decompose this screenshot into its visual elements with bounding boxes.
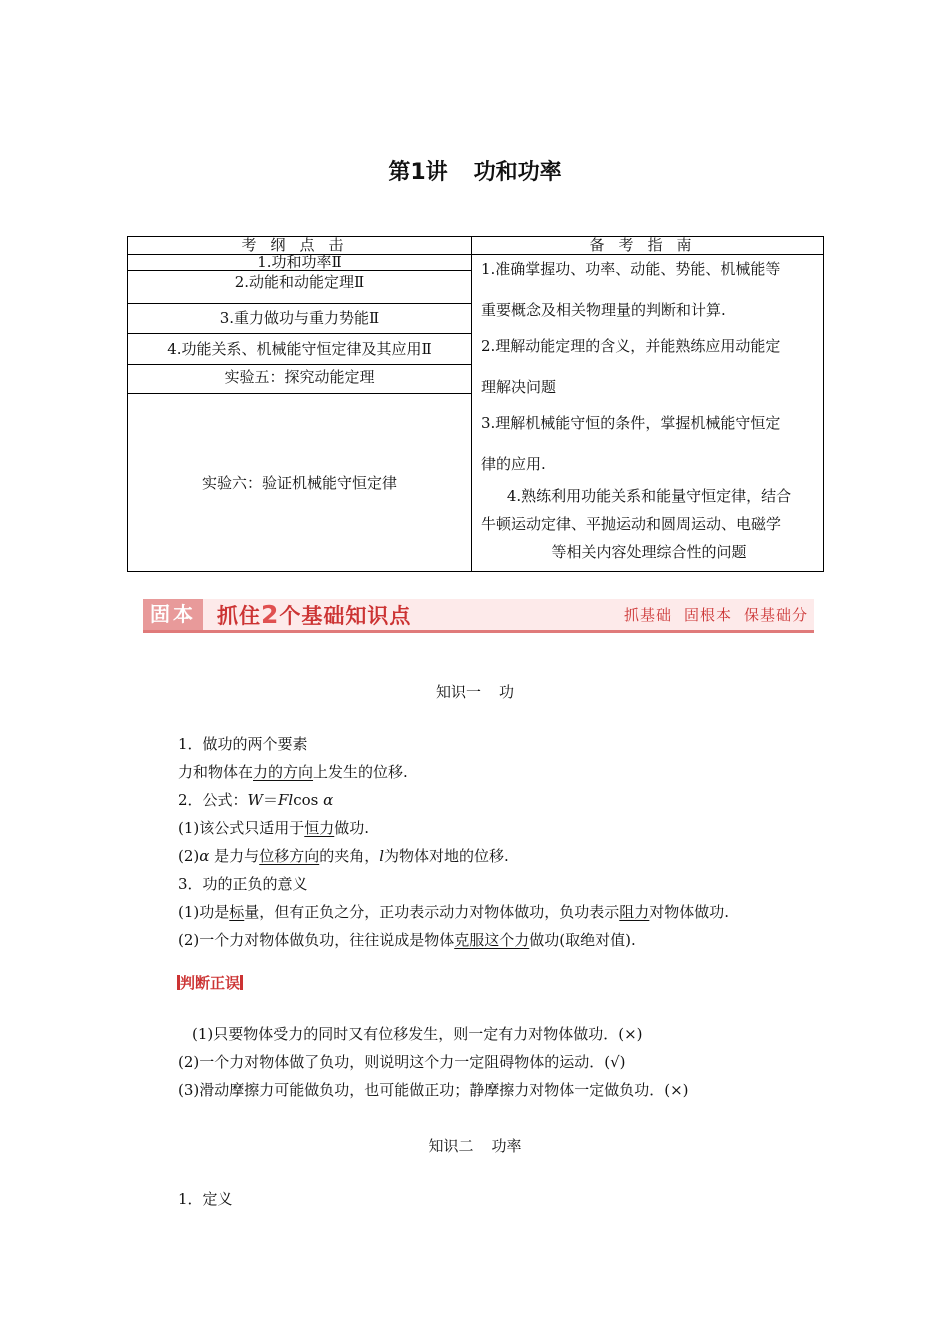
guide-line: 2.理解动能定理的含义，并能熟练应用动能定 — [481, 337, 781, 355]
formula-var: α — [323, 791, 334, 809]
k1-meaning-2 — [178, 930, 636, 950]
text: 为物体对地的位移. — [384, 847, 509, 865]
syllabus-point: 2.动能和动能定理Ⅱ — [128, 271, 471, 304]
judge-label — [177, 973, 243, 993]
underlined-term: 阻力 — [619, 903, 650, 921]
knowledge1-name: 功 — [499, 683, 515, 701]
guide-line: 理解决问题 — [481, 378, 557, 396]
syllabus-point: 4.功能关系、机械能守恒定律及其应用Ⅱ — [128, 334, 471, 365]
text: (2) — [178, 847, 200, 865]
k1-note-2 — [178, 846, 509, 866]
knowledge2-name: 功率 — [491, 1137, 522, 1155]
formula-var: l — [379, 847, 385, 865]
syllabus-point: 实验五：探究动能定理 — [128, 365, 471, 394]
banner-slogan — [624, 599, 808, 630]
k1-formula — [178, 790, 333, 810]
banner-post: 个基础知识点 — [279, 604, 412, 628]
guide-line: 等相关内容处理综合性的问题 — [551, 543, 747, 561]
judge-item: (2)一个力对物体做了负功，则说明这个力一定阻碍物体的运动．(√) — [178, 1053, 626, 1071]
underlined-term: 恒力 — [304, 819, 335, 837]
text: 的夹角， — [319, 847, 380, 865]
text: 力和物体在 — [178, 763, 254, 781]
text: 上发生的位移. — [313, 763, 408, 781]
guide-line: 牛顿运动定律、平抛运动和圆周运动、电磁学 — [481, 515, 782, 533]
text: 量，但有正负之分，正功表示动力对物体做功，负功表示 — [244, 903, 620, 921]
underlined-term: 力的方向 — [253, 763, 314, 781]
judge-label-text: 判断正误 — [180, 974, 241, 992]
text: cos — [293, 791, 319, 809]
slogan-item: 保基础分 — [743, 606, 808, 624]
judge-item: (1)只要物体受力的同时又有位移发生，则一定有力对物体做功．(×) — [192, 1025, 643, 1043]
text: (1)该公式只适用于 — [178, 819, 305, 837]
syllabus-guide-column — [472, 237, 823, 571]
text: ＝ — [262, 791, 278, 809]
text: (2)一个力对物体做负功，往往说成是物体 — [178, 931, 455, 949]
lecture-topic: 功和功率 — [473, 160, 562, 185]
syllabus-right-header: 备考指南 — [472, 237, 823, 255]
knowledge1-title — [0, 681, 950, 702]
k1-note-1 — [178, 818, 369, 838]
banner-tag: 固本 — [143, 599, 203, 630]
banner-heading — [217, 599, 411, 630]
underlined-term: 标 — [229, 903, 245, 921]
syllabus-point: 3.重力做功与重力势能Ⅱ — [128, 304, 471, 334]
syllabus-point: 1.功和功率Ⅱ — [128, 255, 471, 271]
judge-item: (3)滑动摩擦力可能做负功，也可能做正功；静摩擦力对物体一定做负功．(×) — [178, 1081, 689, 1099]
banner-underline — [143, 630, 814, 633]
formula-var: α — [199, 847, 210, 865]
text: 2．公式： — [178, 791, 248, 809]
k1-paragraph-1 — [178, 762, 408, 782]
page-title — [0, 155, 950, 186]
guide-line: 重要概念及相关物理量的判断和计算. — [481, 301, 726, 319]
judge-bar-right — [240, 975, 243, 990]
text: 是力与 — [214, 847, 260, 865]
guide-line: 1.准确掌握功、功率、动能、势能、机械能等 — [481, 260, 781, 278]
slogan-item: 抓基础 — [623, 606, 672, 624]
guide-line: 律的应用. — [481, 455, 546, 473]
text: (1)功是 — [178, 903, 230, 921]
knowledge1-label: 知识一 — [435, 683, 481, 701]
guide-line: 3.理解机械能守恒的条件，掌握机械能守恒定 — [481, 414, 781, 432]
syllabus-points-column — [128, 237, 472, 571]
text: 做功(取绝对值). — [529, 931, 636, 949]
knowledge2-label: 知识二 — [428, 1137, 474, 1155]
syllabus-table — [127, 236, 824, 572]
syllabus-point: 实验六：验证机械能守恒定律 — [201, 474, 397, 492]
slogan-item: 固根本 — [683, 606, 732, 624]
k1-heading-1: 1．做功的两个要素 — [178, 735, 308, 753]
syllabus-left-header: 考纲点击 — [128, 237, 471, 255]
banner-number: 2 — [261, 600, 280, 629]
underlined-term: 位移方向 — [259, 847, 320, 865]
formula-var: Fl — [277, 791, 294, 809]
text: 对物体做功. — [649, 903, 730, 921]
knowledge2-title — [0, 1135, 950, 1156]
k1-meaning-1 — [178, 902, 729, 922]
guide-line: 4.熟练利用功能关系和能量守恒定律，结合 — [506, 487, 792, 505]
section-banner — [143, 599, 814, 633]
banner-pre: 抓住 — [217, 604, 261, 628]
text: 做功. — [334, 819, 370, 837]
lecture-number: 第1讲 — [388, 160, 448, 185]
underlined-term: 克服这个力 — [454, 931, 530, 949]
k2-heading-1: 1．定义 — [178, 1190, 233, 1208]
k1-heading-3: 3．功的正负的意义 — [178, 875, 308, 893]
formula-var: W — [247, 791, 263, 809]
